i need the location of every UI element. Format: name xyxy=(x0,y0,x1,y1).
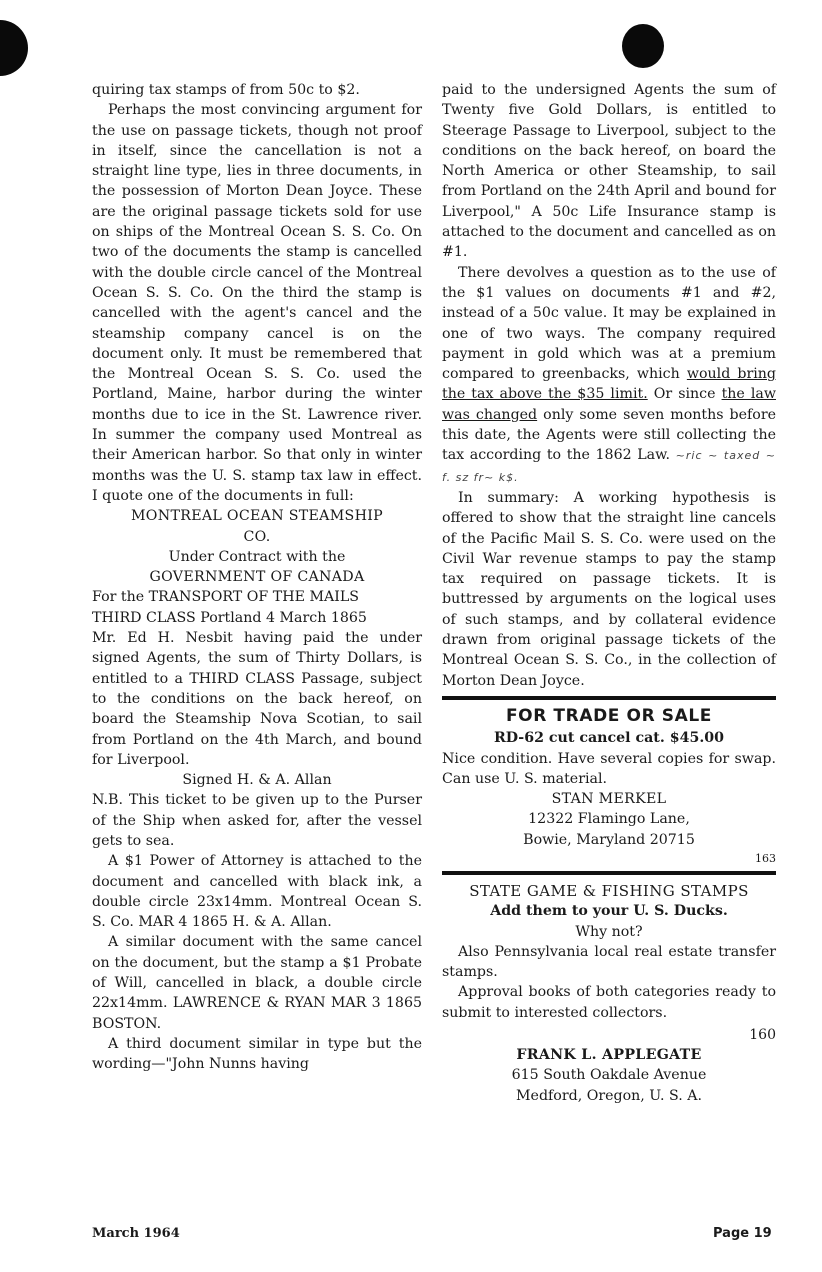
ad-body: Approval books of both categories ready to submit to interested collectors. xyxy=(442,984,776,1021)
ad-subheading: Why not? xyxy=(575,923,643,940)
paragraph: A $1 Power of Attorney is attached to the document and cancelled with black ink, a double circle 23x14mm. Montreal Ocean S. S. Co. MAR 4 1865 H. & A. Allan. xyxy=(92,853,422,931)
punch-hole-right xyxy=(622,24,664,68)
ad-body: Also Pennsylvania local real estate transfer stamps. xyxy=(442,943,776,981)
ad-number: 163 xyxy=(755,851,776,865)
punch-hole-left xyxy=(0,20,28,76)
handwritten-note: ~ric ~ taxed ~ f. sz fr~ k$. xyxy=(442,449,776,484)
document-note: N.B. This ticket to be given up to the Purser of the Ship when asked for, after the vessel gets to sea. xyxy=(92,792,422,849)
ad-address: 12322 Flamingo Lane, xyxy=(528,811,690,828)
paragraph: paid to the undersigned Agents the sum of Twenty five Gold Dollars, is entitled to Steerage Passage to Liverpool, subject to the conditions on the back hereof, on board the North America or other Steamship, to sail from Portland on the 24th April and bound for Liverpool," A 50c Life Insurance stamp is attached to the document and cancelled as on #1. xyxy=(442,82,776,261)
paragraph: In summary: A working hypothesis is offered to show that the straight line cancels of the Pacific Mail S. S. Co. were used on the Civil War revenue stamps to pay the stamp tax required on passage tickets. It is buttressed by arguments on the logical uses of such stamps, and by collateral evidence drawn from original passage tickets of the Montreal Ocean S. S. Co., in the collection of Morton Dean Joyce. xyxy=(442,489,776,689)
ad-subheading: RD-62 cut cancel cat. $45.00 xyxy=(493,730,725,747)
ad-address: Medford, Oregon, U. S. A. xyxy=(516,1087,702,1104)
underlined-text: would bring the tax above the $35 limit. xyxy=(442,366,776,403)
paragraph: Perhaps the most convincing argument for the use on passage tickets, though not proof in itself, since the cancellation is not a straight line type, lies in three documents, in the possession of Morton Dean Joyce. These are the original passage tickets sold for use on ships of the Montreal Ocean S. S. Co. On two of the documents the stamp is cancelled with the double circle cancel of the Montreal Ocean S. S. Co. On the third the stamp is cancelled with the agent's cancel and the steamship company cancel is on the document only. It must be remembered that the Montreal Ocean S. S. Co. used the Portland, Maine, harbor during the winter months due to ice in the St. Lawrence river. In summer the company used Montreal as their American harbor. So that only in winter months was the U. S. stamp tax law in effect. I quote one of the documents in full: xyxy=(92,102,422,504)
ad-trade-or-sale xyxy=(442,706,776,866)
ad-address: 615 South Oakdale Avenue xyxy=(511,1067,707,1084)
ad-heading: FOR TRADE OR SALE xyxy=(505,705,713,726)
paragraph-text: only some seven months before this date, the Agents were still collecting the tax according to the 1862 Law. xyxy=(442,406,777,464)
left-column xyxy=(92,80,422,1075)
paragraph: A similar document with the same cancel on the document, but the stamp a $1 Probate of Will, cancelled in black, a double circle 22x14mm. LAWRENCE & RYAN MAR 3 1865 BOSTON. xyxy=(92,934,422,1032)
paragraph: quiring tax stamps of from 50c to $2. xyxy=(92,82,360,98)
document-line: Under Contract with the xyxy=(168,548,346,565)
document-line: GOVERNMENT OF CANADA xyxy=(149,569,365,586)
footer-date: March 1964 xyxy=(92,1226,180,1241)
paragraph-text: There devolves a question as to the use of the $1 values on documents #1 and #2, instead of a 50c value. It may be explained in one of two ways. The company required payment in gold which was at a premium compared to greenbacks, which xyxy=(442,264,776,383)
ad-name: STAN MERKEL xyxy=(551,791,667,808)
document-line: THIRD CLASS Portland 4 March 1865 xyxy=(92,609,367,626)
ad-heading: STATE GAME & FISHING STAMPS xyxy=(469,881,749,900)
ad-body: Nice condition. Have several copies for swap. Can use U. S. material. xyxy=(442,750,776,787)
underlined-text: the law was changed xyxy=(442,386,776,423)
paragraph-text: Or since xyxy=(653,386,716,403)
ad-state-game xyxy=(442,881,776,1106)
ad-address: Bowie, Maryland 20715 xyxy=(523,831,695,848)
document-signature: Signed H. & A. Allan xyxy=(182,772,332,789)
ad-name: FRANK L. APPLEGATE xyxy=(516,1047,702,1064)
document-line: For the TRANSPORT OF THE MAILS xyxy=(92,589,359,606)
document-body: Mr. Ed H. Nesbit having paid the under signed Agents, the sum of Thirty Dollars, is entitled to a THIRD CLASS Passage, subject to the conditions on the back hereof, on board the Steamship Nova Scotian, to sail from Portland on the 4th March, and bound for Liverpool. xyxy=(92,630,422,768)
paragraph: A third document similar in type but the wording—"John Nunns having xyxy=(92,1035,422,1073)
document-title: MONTREAL OCEAN STEAMSHIP xyxy=(130,508,384,525)
paragraph xyxy=(442,263,776,488)
right-column xyxy=(442,80,776,1106)
divider xyxy=(442,871,776,875)
footer-page-number: Page 19 xyxy=(713,1226,772,1241)
document-title: CO. xyxy=(243,528,271,545)
ad-subheading: Add them to your U. S. Ducks. xyxy=(490,903,728,920)
divider xyxy=(442,696,776,700)
ad-number: 160 xyxy=(749,1027,776,1044)
